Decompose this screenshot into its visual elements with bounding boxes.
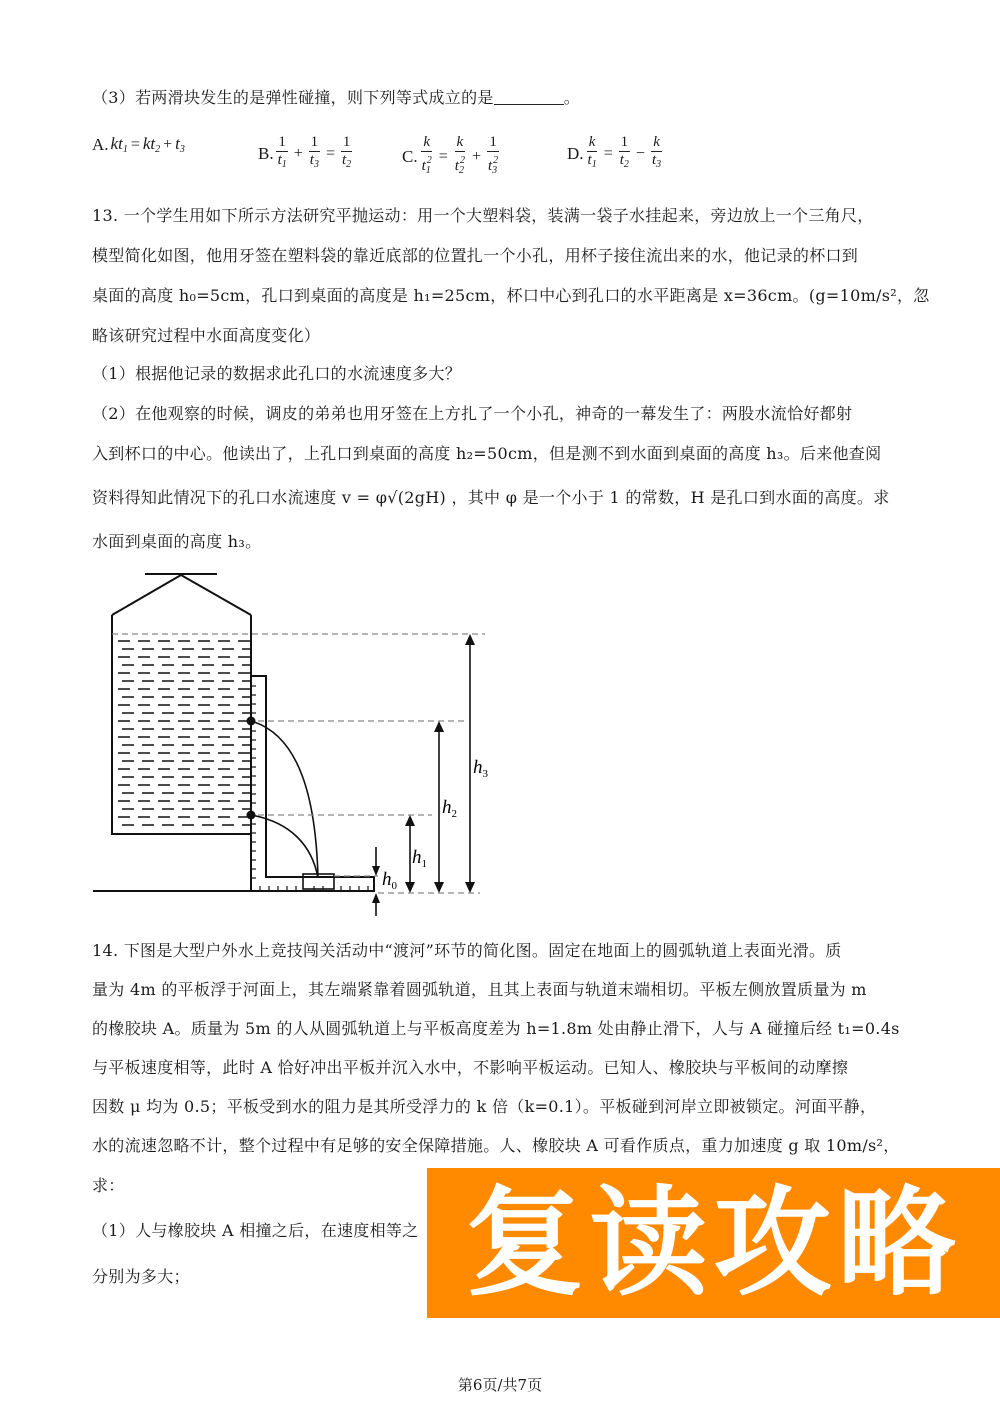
- watermark-banner: [427, 1168, 1000, 1318]
- h3-label: $h_3$: [473, 757, 488, 780]
- upper-hole: [247, 717, 256, 726]
- bag-top: [112, 575, 251, 615]
- q13-part2-line-2: 入到杯口的中心。他读出了，上孔口到桌面的高度 h₂=50cm，但是测不到水面到桌面的高度 h₃。后来他查阅: [92, 444, 882, 463]
- water-dashes: [118, 641, 250, 825]
- q13-line-3: 桌面的高度 h₀=5cm，孔口到桌面的高度是 h₁=25cm，杯口中心到孔口的水平距离是 x=36cm。(g=10m/s²，忽: [92, 286, 930, 305]
- q13-part2-line-1: （2）在他观察的时候，调皮的弟弟也用牙签在上方扎了一个小孔，神奇的一幕发生了：两股水流恰好都射: [92, 404, 853, 423]
- option-d: D. $\frac{k}{t_1}$ = $\frac{1}{t_2}$ − $\frac{k}{t_3}$: [567, 134, 662, 170]
- option-a: A. $kt_1$ = $kt_2$ + $t_3$: [92, 134, 185, 155]
- h2-label: $h_2$: [442, 797, 457, 820]
- upper-jet: [251, 721, 318, 878]
- page-number: 第6页/共7页: [457, 1376, 543, 1394]
- q13-part1: （1）根据他记录的数据求此孔口的水流速度多大？: [92, 364, 462, 383]
- q14-line-7: 求：: [92, 1176, 125, 1195]
- q14-line-5: 因数 μ 均为 0.5；平板受到水的阻力是其所受浮力的 k 倍（k=0.1）。平板碰到河岸立即被锁定。河面平静，: [92, 1097, 877, 1116]
- text-line: 一个学生用如下所示方法研究平抛运动：用一个大塑料袋，装满一袋子水挂起来，旁边放上一个三角尺，: [123, 206, 874, 225]
- q14-line-2: 量为 4m 的平板浮于河面上，其左端紧靠着圆弧轨道，且其上表面与轨道末端相切。平板左侧放置质量为 m: [92, 980, 867, 999]
- q13-part2-line-4: 水面到桌面的高度 h₃。: [92, 532, 262, 551]
- option-b: B. $\frac{1}{t_1}$ + $\frac{1}{t_3}$ = $\frac{1}{t_2}$: [258, 134, 352, 170]
- question-number: 14.: [92, 941, 119, 960]
- q14-line-4: 与平板速度相等，此时 A 恰好冲出平板并沉入水中，不影响平板运动。已知人、橡胶块与平板间的动摩擦: [92, 1058, 849, 1077]
- prompt-text: （3）若两滑块发生的是弹性碰撞，则下列等式成立的是: [92, 88, 494, 107]
- option-label: A.: [92, 134, 109, 154]
- q14-line-6: 水的流速忽略不计，整个过程中有足够的安全保障措施。人、橡胶块 A 可看作质点，重力加速度 g 取 10m/s²，: [92, 1136, 900, 1155]
- option-label: D.: [567, 143, 584, 163]
- ruler-ticks: [251, 686, 368, 891]
- q13-part2-line-3: 资料得知此情况下的孔口水流速度 v = φ√(2gH) ，其中 φ 是一个小于 1 的常数，H 是孔口到水面的高度。求: [92, 488, 890, 507]
- q13-line-2: 模型简化如图，他用牙签在塑料袋的靠近底部的位置扎一个小孔，用杯子接住流出来的水，他记录的杯口到: [92, 246, 859, 265]
- q14-part1-line-1: （1）人与橡胶块 A 相撞之后，在速度相等之: [92, 1221, 419, 1240]
- prompt-suffix: 。: [563, 88, 580, 107]
- lower-hole: [247, 811, 256, 820]
- option-c: C. $\frac{k}{t_1^2}$ = $\frac{k}{t_2^2}$ + $\frac{1}{t_3^2}$: [402, 134, 499, 176]
- q14-line-1: [92, 941, 842, 961]
- option-label: B.: [258, 143, 274, 163]
- question-number: 13.: [92, 206, 119, 225]
- lower-jet: [251, 815, 318, 878]
- q13-line-4: 略该研究过程中水面高度变化）: [92, 326, 321, 345]
- h0-label: $h_0$: [382, 869, 397, 892]
- q14-part1-line-2: 分别为多大；: [92, 1267, 190, 1286]
- h1-label: $h_1$: [412, 847, 427, 870]
- q14-line-3: 的橡胶块 A。质量为 5m 的人从圆弧轨道上与平板高度差为 h=1.8m 处由静止滑下，人与 A 碰撞后经 t₁=0.4s: [92, 1019, 900, 1038]
- watermark-text: 复读攻略: [465, 1174, 962, 1312]
- text-line: 下图是大型户外水上竞技闯关活动中“渡河”环节的简化图。固定在地面上的圆弧轨道上表面光滑。质: [123, 941, 842, 960]
- option-label: C.: [402, 146, 418, 166]
